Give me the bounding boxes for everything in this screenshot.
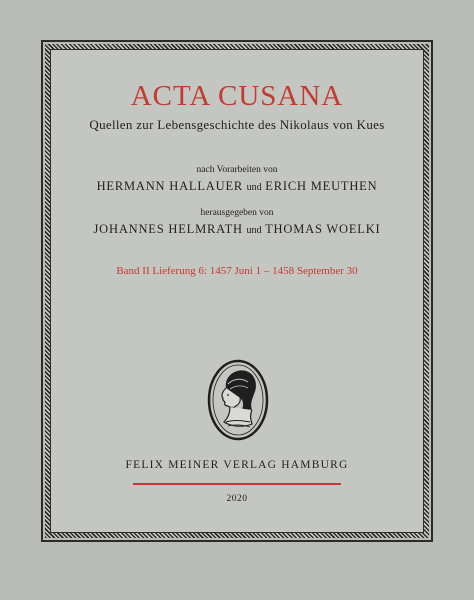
cover-subtitle: Quellen zur Lebensgeschichte des Nikolaus von Kues [89,117,385,132]
prelim-authors [50,179,424,194]
cameo-head-icon [206,358,270,442]
prelim-author-1: HERMANN HALLAUER [96,179,244,193]
editor-1: JOHANNES HELMRATH [93,222,243,236]
prelim-conjunction: und [246,182,262,193]
cover-title: ACTA CUSANA [130,80,344,112]
publisher-name: FELIX MEINER VERLAG HAMBURG [125,459,349,471]
editor-conjunction: und [246,225,262,236]
prelim-label: nach Vorarbeiten von [196,165,278,175]
publication-year: 2020 [226,494,248,504]
volume-info: Band II Lieferung 6: 1457 Juni 1 – 1458 September 30 [116,265,358,277]
prelim-author-2: ERICH MEUTHEN [265,179,378,193]
editor-2: THOMAS WOELKI [265,222,381,236]
publisher-rule [133,483,341,485]
editors-label: herausgegeben von [200,208,274,218]
editors [50,222,424,237]
